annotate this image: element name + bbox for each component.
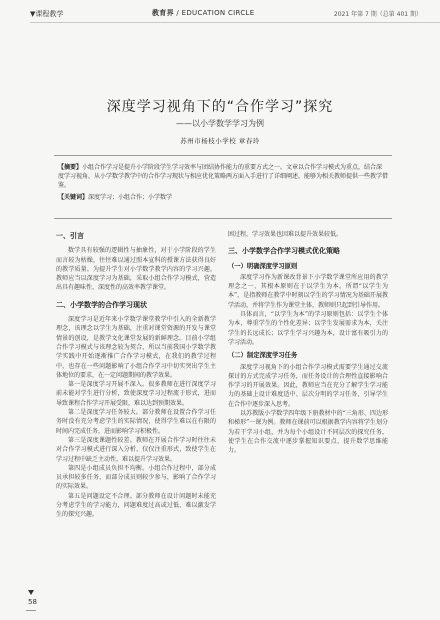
left-column: [56, 230, 216, 520]
section-heading: 一、引言: [56, 232, 84, 240]
abstract-text: 小组合作学习是提升小学阶段学生学习效率与团结协作能力的重要方式之一。文章以合作学习模式为重点，结合深度学习视角，从小学数学教学中的合作学习现状与相应优化策略两方面入手进行了详细阐述，能够为相关教师提供一些教学借鉴。: [58, 164, 389, 189]
keywords-label: 【关键词】: [58, 194, 89, 201]
paragraph: 第二是深度学习任务较大。部分教师在设置合作学习任务时没有充分考虑学生的实际情况，使得学生难以在有限的时间内完成任务，进而影响学习积极性。: [56, 409, 216, 435]
section-label: ▼课程教学: [30, 10, 64, 18]
footer-divider: [26, 610, 36, 611]
journal-brand-en: / EDUCATION CIRCLE: [173, 9, 255, 17]
article-subtitle: ——以小学数学学习为例: [176, 119, 264, 128]
paragraph: 数学具有较强的逻辑性与抽象性，对于小学阶段的学生而言较为枯燥，往往难以通过照本宣科的授课方法获得良好的教学质量。为提升学生对小学数学教学内容的学习兴趣，教师应当以深度学习为基础，采取小组合作学习模式，营造出具有趣味性、深度性的高效率教学课堂。: [56, 247, 216, 292]
issue-info: 2021 年第 7 期（总第 401 期）: [333, 11, 422, 18]
section-heading: 三、小学数学合作学习模式优化策略: [228, 247, 340, 256]
abstract-summary: [58, 163, 388, 190]
abstract-label: 【摘要】: [58, 164, 83, 171]
paragraph: 第三是深度课题性较差。教师在开展合作学习时往往未对合作学习模式进行深入分析，仅仅注重形式，致使学生在学习过程中缺乏主动性，难以提升学习效果。: [56, 436, 216, 463]
paragraph: 困过程，学习效果也因难以提升效果较低。: [228, 231, 343, 238]
paragraph: 深度学习作为新课改背景下小学数学课堂所应用的教学理念之一，其根本原则在于以学生为本。所谓“以学生为本”，是指教师在教学中时刻以学生的学习情况为基础开展教学活动，并将学生作为课堂主体，教师则只起到引导作用。: [228, 273, 388, 309]
page-marker-icon: [28, 590, 34, 595]
paragraph: 具体而言，“以学生为本”的学习原则包括：以学生个体为本，尊重学生的个性化差异；以学生发展需求为本，关注学生的长远成长；以学生学习兴趣为本，设计富有吸引力的学习活动。: [228, 311, 388, 346]
subsection-heading: （二）制定深度学习任务: [228, 352, 298, 360]
article-author: 苏州市杨枝小学校 章春玲: [180, 137, 260, 145]
page-number: 58: [28, 598, 37, 606]
journal-name: [152, 8, 254, 18]
paragraph: 深度学习视角下的小组合作学习模式需要学生通过交流探讨的方式完成学习任务，而任务设计的合理性直接影响合作学习的开展效果。因此，教师应当在充分了解学生学习能力的基础上设计难度适中、层次分明的学习任务，引导学生在合作中逐步深入思考。: [228, 363, 388, 408]
paragraph: 第五是问题设定不合理。部分教师在设计问题时未能充分考虑学生的学习能力，问题难度过高或过低，难以激发学生的探究兴趣。: [56, 492, 216, 519]
right-column: [228, 230, 388, 456]
header-divider: [30, 22, 440, 23]
keywords-text: 深度学习；小组合作；小学数学: [88, 194, 173, 201]
paragraph: 第一是深度学习开展不深入。很多教师在进行深度学习前未能对学生进行分析，致使深度学习过程流于形式，进而导致课程合作学习开展受限，难以达到预期效果。: [56, 381, 216, 407]
keywords-line: [58, 193, 388, 202]
abstract-box: [54, 155, 392, 219]
paragraph: 深度学习是近年来小学数学课堂教学中引入的全新教学理念，该理念以学生为基础，注重对课堂资源的开发与课堂情景的创设，是教学文化课堂发展的新鲜理念。目前小学组合作学习模式与该理念较为契合，所以当前我国小学数学教学实践中开始逐渐推广合作学习模式，在我们的教学过程中，也存在一些问题影响了小组合作学习中切实突出学生主体地位的要求，在一定问题期间的教学效果。: [56, 316, 216, 379]
paragraph: 第四是小组成员负担不均衡。小组合作过程中，部分成员承担较多任务，而部分成员则较少参与，影响了合作学习的实际效果。: [56, 464, 216, 491]
subsection-heading: （一）明确深度学习原则: [228, 262, 298, 270]
section-heading: 二、小学数学的合作学习现状: [56, 300, 147, 309]
page-header: [0, 0, 440, 28]
article-title: 深度学习视角下的“合作学习”探究: [106, 99, 334, 115]
paragraph: 以苏教版小学数学四年级下册教材中的“三角形、四边形和梯形”一课为例。教师在课前可以根据教学内容将学生划分为若干学习小组，并为每个小组设计不同层次的探究任务，使学生在合作交流中逐步掌握知识要点，提升数学思维能力。: [228, 410, 388, 455]
journal-brand: 教育界: [152, 9, 174, 17]
